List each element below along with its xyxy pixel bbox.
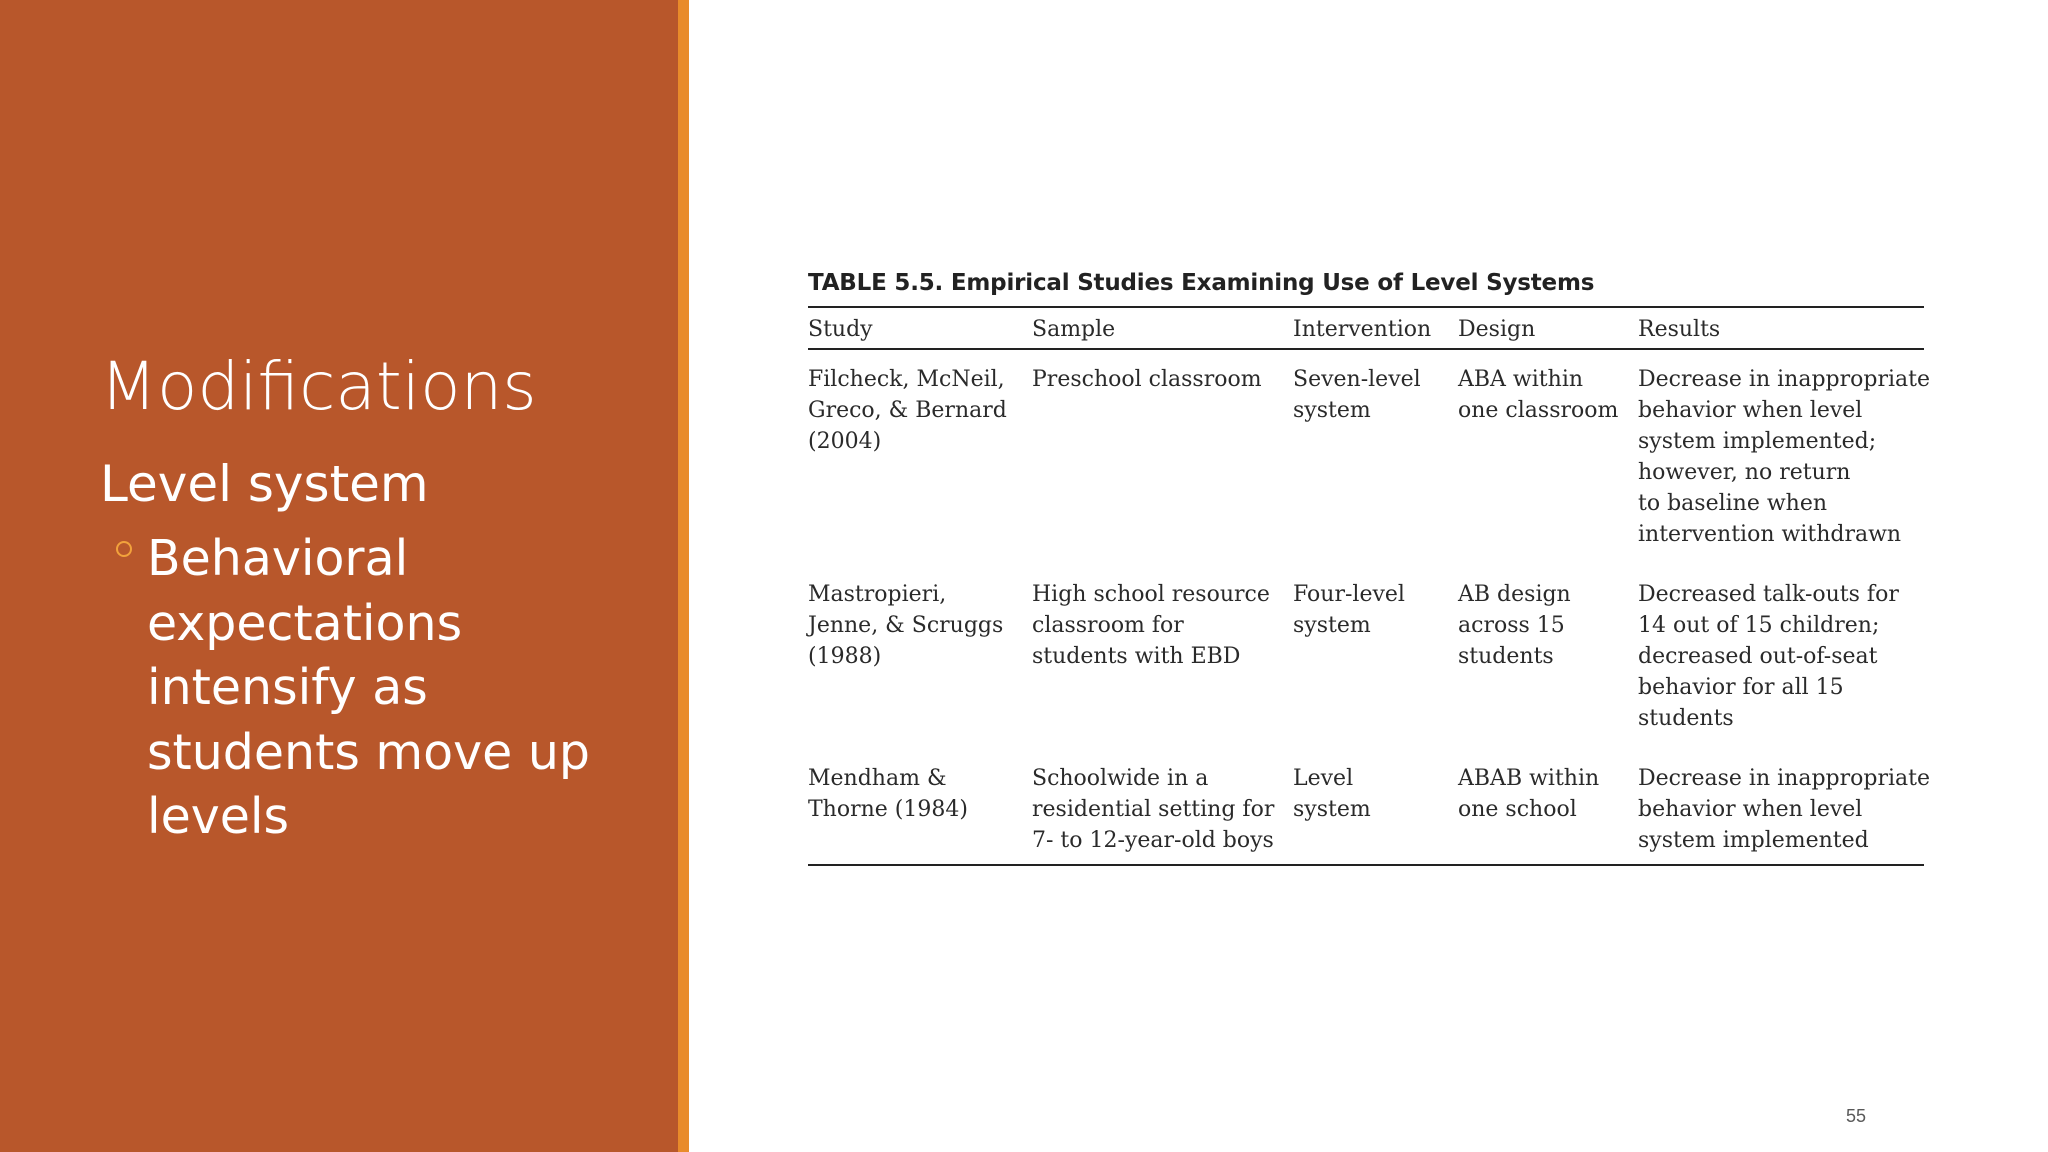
cell-design: AB design across 15 students [1458,582,1571,669]
slide-subtitle: Level system [100,455,429,513]
accent-bar [678,0,689,1152]
cell-results: Decreased talk-outs for 14 out of 15 children; decreased out-of-seat behavior for all 15 students [1638,582,1899,731]
cell-study: Mendham & Thorne (1984) [808,763,1032,865]
bullet-marker-icon [116,541,132,557]
studies-table [808,306,1930,866]
table-row [808,579,1924,763]
header-sample: Sample [1032,307,1293,349]
cell-sample: High school resource classroom for students with EBD [1032,582,1270,669]
cell-intervention: Seven-level system [1293,367,1421,423]
cell-study: Filcheck, McNeil, Greco, & Bernard (2004) [808,367,1007,454]
cell-results: Decrease in inappropriate behavior when level system implemented [1638,763,1924,865]
bullet-item [116,527,636,850]
cell-design: ABA within one classroom [1458,367,1619,423]
table-figure [808,270,1930,866]
table-caption: TABLE 5.5. Empirical Studies Examining Use of Level Systems [808,270,1595,296]
header-intervention: Intervention [1293,307,1458,349]
cell-study: Mastropieri, Jenne, & Scruggs (1988) [808,582,1004,669]
slide-title: Modifications [100,348,537,425]
header-results: Results [1638,307,1924,349]
bullet-text: Behavioral expectations intensify as students move up levels [147,530,591,845]
header-study: Study [808,307,1032,349]
cell-sample: Preschool classroom [1032,367,1262,392]
header-design: Design [1458,307,1638,349]
cell-intervention: Level system [1293,763,1458,865]
cell-sample: Schoolwide in a residential setting for 7- to 12-year-old boys [1032,763,1293,865]
page-number: 55 [1846,1106,1867,1126]
table-header-row [808,307,1924,349]
cell-results: Decrease in inappropriate behavior when level system implemented; however, no return to baseline when intervention withdrawn [1638,367,1930,547]
cell-design: ABAB within one school [1458,763,1638,865]
table-row [808,763,1924,865]
table-row [808,349,1924,579]
cell-intervention: Four-level system [1293,582,1405,638]
